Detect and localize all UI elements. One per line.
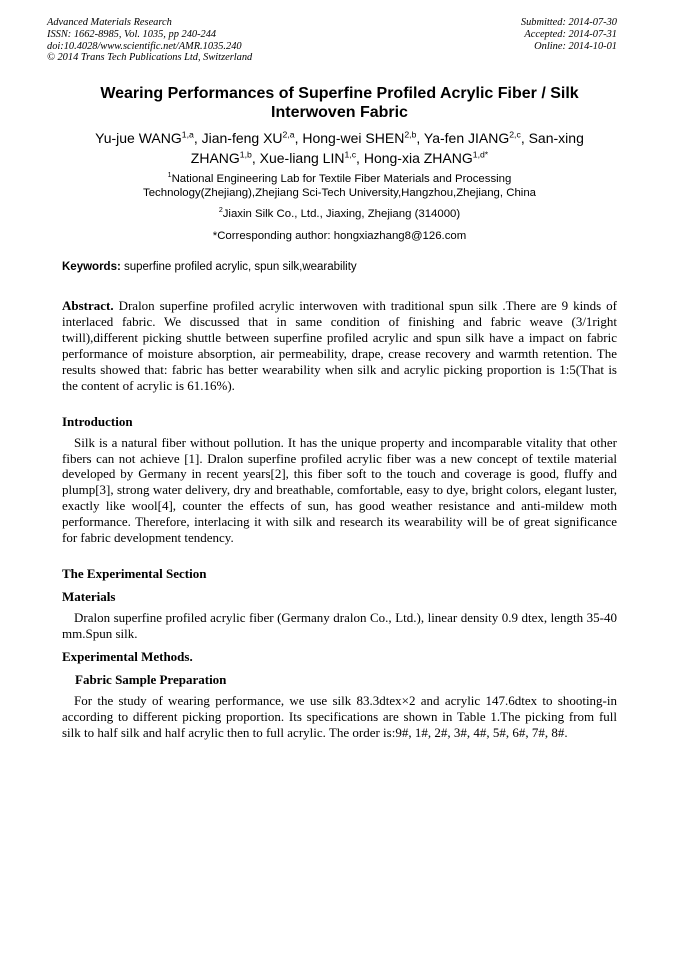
- author-name: Ya-fen JIANG: [423, 130, 510, 147]
- author-name: Hong-xia ZHANG: [363, 150, 473, 167]
- author-name: Jian-feng XU: [201, 130, 283, 147]
- affiliation-1: [109, 172, 571, 200]
- corresponding-author-line: *Corresponding author: hongxiazhang8@126.com: [212, 230, 467, 243]
- author-superscript: 2,b: [404, 129, 417, 140]
- abstract-label: Abstract.: [62, 298, 114, 314]
- journal-doi: doi:10.4028/www.scientific.net/AMR.1035.240: [47, 40, 242, 52]
- affiliation-2: [62, 207, 617, 221]
- keywords-label: Keywords:: [62, 261, 121, 274]
- journal-header: [47, 17, 617, 64]
- keywords-text: superfine profiled acrylic, spun silk,wearability: [124, 261, 357, 274]
- author-superscript: 2,c: [509, 129, 521, 140]
- paper-content: [62, 84, 617, 740]
- subsection-heading-fabric-sample: Fabric Sample Preparation: [75, 671, 227, 687]
- section-heading-methods: Experimental Methods.: [62, 648, 193, 664]
- affiliation-text: National Engineering Lab for Textile Fiber Materials and Processing Technology(Zhejiang),Zhejiang Sci-Tech University,Hangzhou,Zhejiang, China: [143, 173, 536, 200]
- author-superscript: 1,c: [344, 149, 357, 160]
- author-superscript: 1,a: [181, 129, 194, 140]
- section-heading-materials: Materials: [62, 588, 116, 604]
- fabric-sample-paragraph: For the study of wearing performance, we use silk 83.3dtex×2 and acrylic 147.6dtex to shooting-in according to different picking proportion. Its specifications are shown in Table 1.The picking from full silk to half silk and half acrylic then to full acrylic. The order is:9#, 1#, 2#, 3#, 4#, 5#, 6#, 7#, 8#.: [62, 692, 617, 740]
- submitted-date: Submitted: 2014-07-30: [520, 17, 617, 28]
- journal-copyright: © 2014 Trans Tech Publications Ltd, Switzerland: [47, 52, 253, 64]
- affiliation-superscript: 1: [167, 172, 172, 180]
- author-superscript: 1,b: [239, 149, 252, 160]
- section-heading-experimental: The Experimental Section: [62, 565, 207, 581]
- affiliation-text: Jiaxin Silk Co., Ltd., Jiaxing, Zhejiang (314000): [222, 208, 461, 221]
- authors-line: Yu-jue WANG$^{1,a}$, Jian-feng XU$^{2,a}$, Hong-wei SHEN$^{2,b}$, Ya-fen JIANG$^{2,c}$, San-xing ZHANG$^{1,b}$, Xue-liang LIN$^{1,c}$, Hong-xia $ZHANG^{1,d*}$: [95, 129, 584, 167]
- introduction-paragraph: Silk is a natural fiber without pollution. It has the unique property and incomparable vitality that other fibers can not achieve [1]. Dralon superfine profiled acrylic fiber was a new concept of textile material developed by Germany in recent years[2], this fiber soft to the touch and coverage is good, fluffy and plump[3], strong water delivery, dry and breathable, comfortable, easy to dye, bright colors, elegant luster, exactly like wool[4], counter the effects of sun, has good weather resistance and anti-mildew moth performance. Therefore, interlacing it with silk and research its wearability will be of great significance for fabric development tendency.: [62, 434, 617, 546]
- accepted-date: Accepted: 2014-07-31: [524, 28, 617, 40]
- abstract-paragraph: [62, 298, 617, 393]
- section-heading-introduction: Introduction: [62, 413, 133, 429]
- keywords-line: [62, 260, 617, 274]
- abstract-text: Dralon superfine profiled acrylic interwoven with traditional spun silk .There are 9 kinds of interlaced fabric. We discussed that in same condition of finishing and fabric weave (3/1right twill),different picking shuttle between superfine profiled acrylic and spun silk have a impact on fabric performance of moisture absorption, air permeability, drape, crease recovery and warmth retention. The results showed that: fabric has better wearability when silk and acrylic picking proportion is 1:5(That is the content of acrylic is 61.16%).: [62, 298, 617, 393]
- journal-header-right: [521, 17, 617, 64]
- materials-paragraph: Dralon superfine profiled acrylic fiber (Germany dralon Co., Ltd.), linear density 0.9 dtex, length 35-40 mm.Spun silk.: [62, 609, 617, 641]
- journal-issn-volume: ISSN: 1662-8985, Vol. 1035, pp 240-244: [47, 28, 217, 40]
- paper-title: Wearing Performances of Superfine Profiled Acrylic Fiber / Silk Interwoven Fabric: [100, 85, 579, 122]
- author-name: Hong-wei SHEN: [302, 130, 405, 147]
- journal-name: Advanced Materials Research: [47, 17, 172, 28]
- online-date: Online: 2014-10-01: [534, 40, 617, 52]
- author-name: Yu-jue WANG: [95, 130, 182, 147]
- author-superscript: 2,a: [282, 129, 295, 140]
- author-name: Xue-liang LIN: [259, 150, 345, 167]
- journal-header-left: [47, 17, 252, 64]
- author-name: San-xing ZHANG: [190, 130, 584, 167]
- author-superscript: 1,d*: [472, 149, 489, 160]
- affiliation-superscript: 2: [218, 207, 223, 215]
